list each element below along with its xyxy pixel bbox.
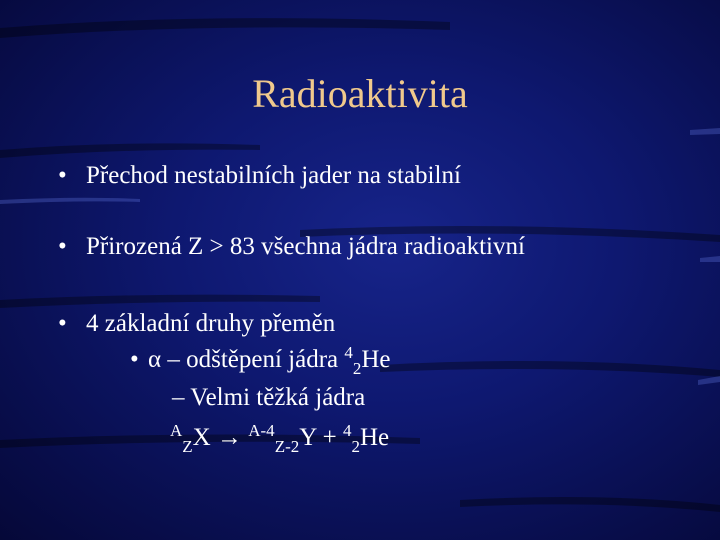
arrow: → (210, 424, 249, 451)
bullet-text: 4 základní druhy přeměn (86, 310, 336, 337)
helium-atomic-number: 2 (351, 437, 360, 456)
sub-sub-bullet-heavy-nuclei: – Velmi těžká jádra (172, 384, 366, 411)
alpha-decay-equation (170, 423, 389, 455)
daughter-atomic-number: Z-2 (274, 437, 300, 456)
helium-mass-number: 4 (342, 421, 352, 440)
daughter-mass-number: A-4 (248, 421, 275, 440)
bullet-dot: • (58, 233, 67, 260)
sub-bullet-alpha (130, 345, 391, 377)
bullet-decay-types (58, 309, 335, 339)
bullet-text: Přechod nestabilních jader na stabilní (86, 162, 461, 189)
plus-sign: + (316, 424, 343, 451)
bullet-dot: • (130, 346, 139, 373)
he-symbol: He (361, 346, 391, 373)
parent-symbol: X (192, 424, 211, 451)
parent-mass-number: A (170, 421, 183, 440)
bullet-dot: • (58, 162, 67, 189)
helium-symbol: He (359, 424, 390, 451)
bullet-unstable-nuclei (58, 161, 461, 191)
he-atomic-number: 2 (352, 359, 362, 378)
slide-title: Radioaktivita (252, 71, 468, 116)
bullet-dot: • (58, 310, 67, 337)
bullet-natural-radioactivity (58, 232, 525, 262)
daughter-symbol: Y (299, 424, 317, 451)
he-mass-number: 4 (344, 343, 353, 362)
alpha-text: α – odštěpení jádra (148, 346, 345, 373)
parent-atomic-number: Z (182, 437, 193, 456)
bullet-text: Přirozená Z > 83 všechna jádra radioaktivní (86, 233, 525, 260)
